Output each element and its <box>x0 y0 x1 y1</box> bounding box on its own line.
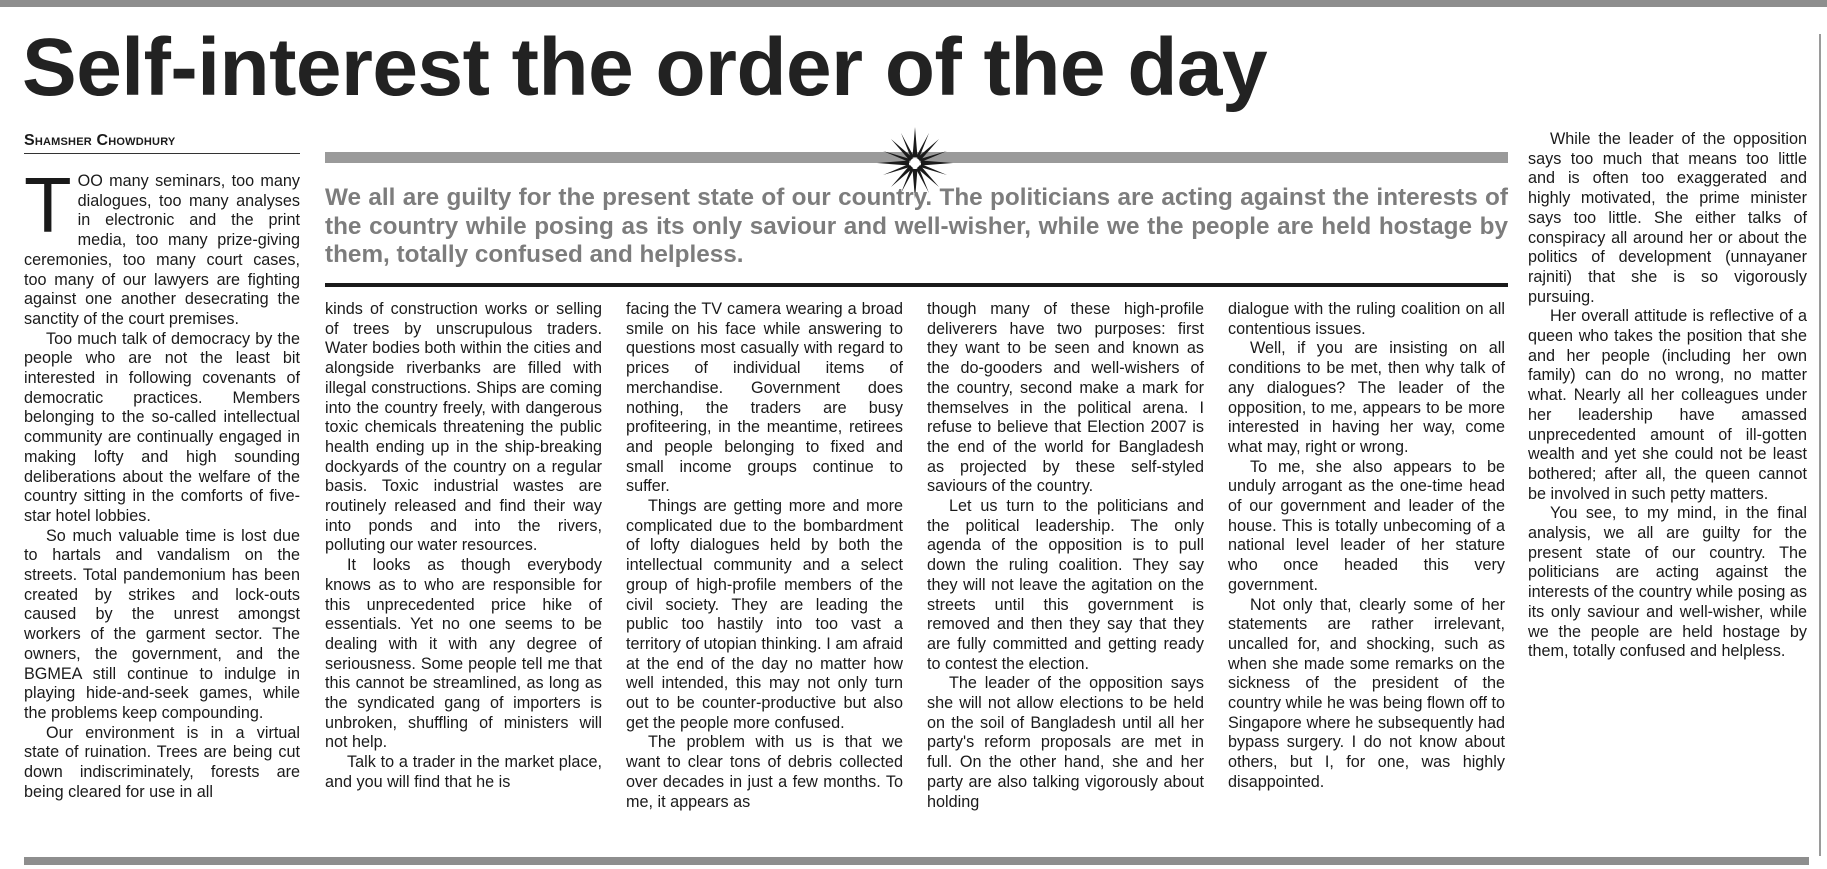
paragraph: Let us turn to the politicians and the political leadership. The only agenda of the opposition is to pull down the ruling coalition. They say they will not leave the agitation on the streets until this government is removed and then they say that they are fully committed and getting ready to contest the election. <box>927 497 1204 673</box>
pullquote-bottom-rule <box>325 283 1508 287</box>
paragraph: Things are getting more and more complicated due to the bombardment of lofty dialogues held by both the intellectual community and a select group of high-profile members of the civil society. They are leading the public too hastily into too vast a territory of utopian thinking. I am afraid at the end of the day no matter how well intended, this may not only turn out to be counter-productive but also get the people more confused. <box>626 497 903 732</box>
paragraph: So much valuable time is lost due to hartals and vandalism on the streets. Total pandemonium has been created by strikes and lock-outs caused by the unrest amongst workers of the garment sector. The owners, the government, and the BGMEA still continue to indulge in playing hide-and-seek games, while the problems keep compounding. <box>24 526 300 722</box>
article-column-1 <box>24 161 300 803</box>
paragraph: The problem with us is that we want to clear tons of debris collected over decades in just a few months. To me, it appears as <box>626 733 903 811</box>
paragraph: facing the TV camera wearing a broad smile on his face while answering to questions most casually with regard to prices of individual items of merchandise. Government does nothing, the traders are busy profiteering, in the meantime, retirees and people belonging to fixed and small income groups continue to suffer. <box>626 300 903 496</box>
pullquote: We all are guilty for the present state of our country. The politicians are acting against the interests of the country while posing as its only saviour and well-wisher, while we the people are held hostage by them, totally confused and helpless. <box>325 184 1508 268</box>
right-border-rule <box>1819 34 1821 856</box>
drop-cap: T <box>24 161 72 249</box>
paragraph: though many of these high-profile deliverers have two purposes: first they want to be seen and known as the do-gooders and well-wishers of the country, second make a mark for themselves in the political arena. I refuse to believe that Election 2007 is the end of the world for Bangladesh as projected by these self-styled saviours of the country. <box>927 300 1204 496</box>
article-column-2 <box>325 300 602 793</box>
paragraph: Well, if you are insisting on all conditions to be met, then why talk of any dialogues? The leader of the opposition, to me, appears to be more interested in having her way, come what may, right or wrong. <box>1228 339 1505 456</box>
paragraph: Too much talk of democracy by the people who are not the least bit interested in following covenants of democratic practices. Members belonging to the so-called intellectual community are continually engaged in making lofty and high sounding deliberations about the welfare of the country sitting in the comforts of five-star hotel lobbies. <box>24 329 300 525</box>
article-column-4 <box>927 300 1204 812</box>
paragraph: You see, to my mind, in the final analysis, we all are guilty for the present state of our country. The politicians are acting against the interests of the country while posing as its only saviour and well-wisher, while we the people are held hostage by them, totally confused and helpless. <box>1528 504 1807 661</box>
paragraph: kinds of construction works or selling of trees by unscrupulous traders. Water bodies both within the cities and alongside riverbanks are filled with illegal constructions. Ships are coming into the country freely, with dangerous toxic chemicals threatening the public health ending up in the ship-breaking dockyards of the country on a regular basis. Toxic industrial wastes are routinely released and find their way into ponds and into the rivers, polluting our water resources. <box>325 300 602 555</box>
article-column-3 <box>626 300 903 812</box>
article-column-5 <box>1228 300 1505 793</box>
headline: Self-interest the order of the day <box>22 22 1268 113</box>
paragraph: To me, she also appears to be unduly arrogant as the one-time head of our government and leader of the house. This is totally unbecoming of a national level leader of her stature who once headed this very government. <box>1228 457 1505 594</box>
byline: Shamsher Chowdhury <box>24 132 300 154</box>
top-rule <box>0 0 1827 7</box>
paragraph: The leader of the opposition says she will not allow elections to be held on the soil of Bangladesh until all her party's reform proposals are met in full. On the other hand, she and her party are also talking vigorously about holding <box>927 674 1204 811</box>
paragraph: dialogue with the ruling coalition on all contentious issues. <box>1228 300 1505 338</box>
paragraph: Not only that, clearly some of her statements are rather irrelevant, uncalled for, and shocking, such as when she made some remarks on the sickness of the president of the country while he was being flown off to Singapore where he subsequently had bypass surgery. I do not know about others, but I, for one, was highly disappointed. <box>1228 595 1505 791</box>
paragraph: Her overall attitude is reflective of a queen who takes the position that she and her people (including her own family) can do no wrong, no matter what. Nearly all her colleagues under her leadership have amassed unprecedented amount of ill-gotten wealth and yet she could not be least bothered; after all, the queen cannot be involved in such petty matters. <box>1528 307 1807 503</box>
bottom-rule <box>24 857 1809 865</box>
article-column-6 <box>1528 130 1807 662</box>
paragraph: It looks as though everybody knows as to who are responsible for this unprecedented price hike of essentials. Yet no one seems to be dealing with it with any degree of seriousness. Some people tell me that this cannot be streamlined, as long as the syndicated gang of importers is unbroken, shuffling of ministers will not help. <box>325 556 602 752</box>
paragraph: Our environment is in a virtual state of ruination. Trees are being cut down indiscriminately, forests are being cleared for use in all <box>24 723 300 801</box>
paragraph: Talk to a trader in the market place, and you will find that he is <box>325 753 602 791</box>
paragraph: While the leader of the opposition says too much that means too little and is often too exaggerated and highly motivated, the prime minister says too little. She either talks of conspiracy all around her or about the politics of development (unnayaner rajniti) that she is so vigorously pursuing. <box>1528 130 1807 306</box>
paragraph: TOO many seminars, too many dialogues, too many analyses in electronic and the print media, too many prize-giving ceremonies, too many court cases, too many of our lawyers are fighting against one another desecrating the sanctity of the court premises. <box>24 161 300 328</box>
